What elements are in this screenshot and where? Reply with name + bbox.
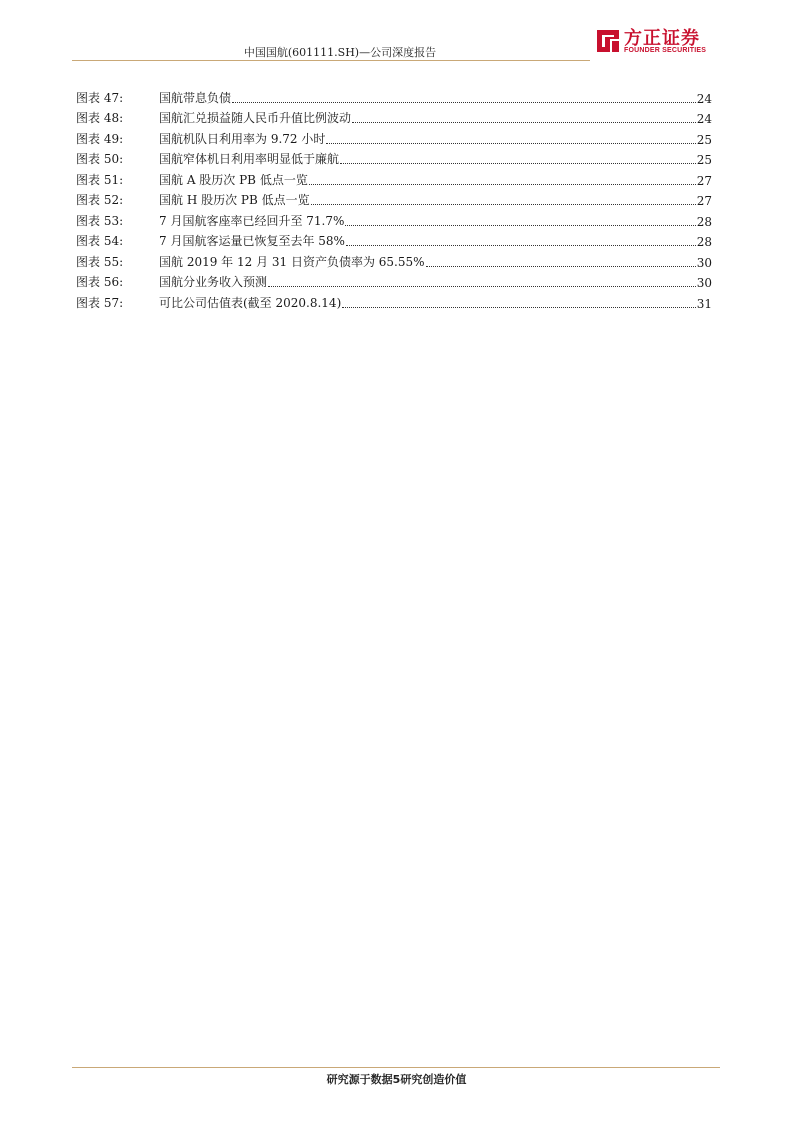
toc-entry-page[interactable]: 25 xyxy=(696,153,712,167)
toc-entry-title[interactable]: 国航分业务收入预测 xyxy=(159,275,268,289)
toc-entry[interactable] xyxy=(76,126,712,147)
footer-slogan: 研究源于数据5研究创造价值 xyxy=(326,1073,467,1086)
toc-entry-label: 图表 52: xyxy=(76,193,124,207)
toc-dot-leader xyxy=(340,163,696,164)
toc-entry-page[interactable]: 24 xyxy=(696,112,712,126)
toc-entry-title[interactable]: 国航 2019 年 12 月 31 日资产负债率为 65.55% xyxy=(159,254,425,269)
toc-entry-label: 图表 49: xyxy=(76,131,124,146)
toc-dot-leader xyxy=(232,102,696,103)
toc-entry-page[interactable]: 28 xyxy=(696,235,712,249)
chart-index-list xyxy=(76,85,712,311)
toc-entry[interactable] xyxy=(76,229,712,250)
toc-entry-title[interactable]: 国航 A 股历次 PB 低点一览 xyxy=(159,172,308,187)
toc-dot-leader xyxy=(352,122,696,123)
toc-entry[interactable] xyxy=(76,167,712,188)
toc-entry-page[interactable]: 31 xyxy=(696,296,712,311)
toc-entry-page[interactable]: 27 xyxy=(696,173,712,188)
toc-dot-leader xyxy=(268,286,696,287)
toc-entry-page[interactable]: 30 xyxy=(696,276,712,290)
toc-entry-title[interactable]: 国航汇兑损益随人民币升值比例波动 xyxy=(159,111,352,125)
toc-dot-leader xyxy=(342,307,695,308)
toc-entry-page[interactable]: 28 xyxy=(696,214,712,229)
toc-entry-label: 图表 48: xyxy=(76,111,124,125)
toc-entry-title[interactable]: 国航机队日利用率为 9.72 小时 xyxy=(159,131,326,146)
toc-dot-leader xyxy=(309,184,696,185)
header-divider xyxy=(72,60,590,61)
toc-entry-label: 图表 55: xyxy=(76,254,124,269)
toc-dot-leader xyxy=(326,143,695,144)
toc-entry[interactable] xyxy=(76,290,712,311)
toc-entry-label: 图表 54: xyxy=(76,234,124,248)
toc-entry-label: 图表 53: xyxy=(76,213,124,228)
toc-entry-title[interactable]: 可比公司估值表(截至 2020.8.14) xyxy=(159,295,342,310)
toc-entry-label: 图表 50: xyxy=(76,152,124,166)
footer-divider xyxy=(72,1067,720,1068)
toc-entry[interactable] xyxy=(76,188,712,209)
toc-entry[interactable] xyxy=(76,249,712,270)
toc-entry-page[interactable]: 24 xyxy=(696,91,712,106)
logo-name-cn: 方正证券 xyxy=(624,28,700,49)
founder-logo-icon xyxy=(593,26,623,56)
toc-entry-page[interactable]: 25 xyxy=(696,132,712,147)
toc-entry[interactable] xyxy=(76,147,712,168)
toc-entry-page[interactable]: 27 xyxy=(696,194,712,208)
report-title: 中国国航(601111.SH)—公司深度报告 xyxy=(243,46,437,59)
toc-entry-title[interactable]: 国航 H 股历次 PB 低点一览 xyxy=(159,193,310,207)
toc-dot-leader xyxy=(345,225,695,226)
toc-entry-label: 图表 56: xyxy=(76,275,124,289)
toc-entry[interactable] xyxy=(76,106,712,127)
toc-entry-label: 图表 51: xyxy=(76,172,124,187)
toc-entry-title[interactable]: 国航窄体机日利用率明显低于廉航 xyxy=(159,152,340,166)
toc-entry-title[interactable]: 7 月国航客座率已经回升至 71.7% xyxy=(159,213,345,228)
toc-entry[interactable] xyxy=(76,85,712,106)
toc-entry-label: 图表 57: xyxy=(76,295,124,310)
toc-entry-label: 图表 47: xyxy=(76,90,124,105)
toc-entry-title[interactable]: 7 月国航客运量已恢复至去年 58% xyxy=(159,234,345,248)
toc-dot-leader xyxy=(311,204,696,205)
toc-dot-leader xyxy=(346,245,696,246)
toc-entry[interactable] xyxy=(76,270,712,291)
toc-entry[interactable] xyxy=(76,208,712,229)
toc-dot-leader xyxy=(426,266,696,267)
founder-securities-logo xyxy=(593,24,718,60)
logo-name-en: FOUNDER SECURITIES xyxy=(624,47,707,54)
toc-entry-title[interactable]: 国航带息负债 xyxy=(159,90,232,105)
toc-entry-page[interactable]: 30 xyxy=(696,255,712,270)
